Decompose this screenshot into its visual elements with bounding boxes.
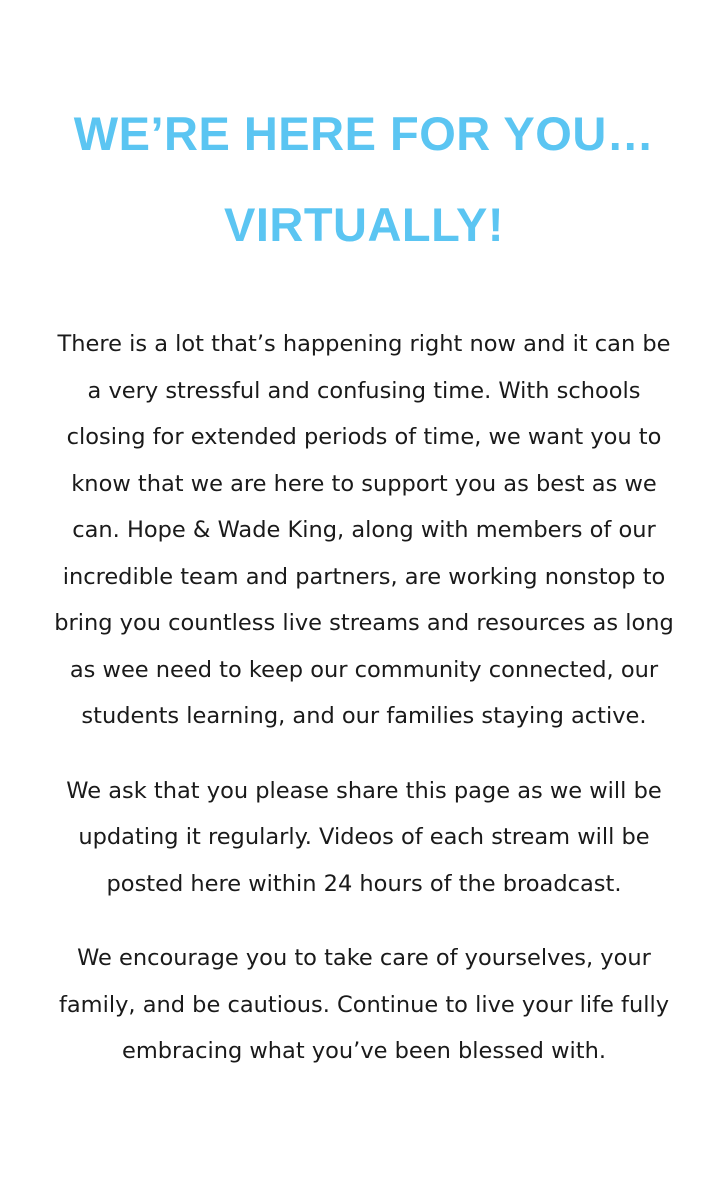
text-line: We ask that you please share this page as we will be xyxy=(66,777,662,804)
text-line: a very stressful and confusing time. With schools xyxy=(87,377,641,404)
text-line: We encourage you to take care of yourselves, your xyxy=(77,945,651,971)
text-line: know that we are here to support you as best as we xyxy=(71,470,657,497)
text-line: embracing what you’ve been blessed with. xyxy=(122,1038,606,1064)
text-line: incredible team and partners, are working nonstop to xyxy=(62,563,666,590)
share-paragraph xyxy=(8,768,720,908)
intro-paragraph xyxy=(8,321,720,740)
text-line: There is a lot that’s happening right now and it can be xyxy=(57,331,671,357)
title-line-1: WE’RE HERE FOR YOU… xyxy=(73,107,655,160)
text-line: closing for extended periods of time, we want you to xyxy=(66,424,662,450)
title-line-2: VIRTUALLY! xyxy=(223,198,505,251)
text-line: can. Hope & Wade King, along with members of our xyxy=(72,517,656,543)
encouragement-paragraph xyxy=(8,935,720,1075)
body-copy xyxy=(0,321,728,1075)
text-line: posted here within 24 hours of the broadcast. xyxy=(106,870,622,897)
text-line: as wee need to keep our community connected, our xyxy=(69,656,659,683)
text-line: students learning, and our families staying active. xyxy=(81,703,647,729)
text-line: bring you countless live streams and resources as long xyxy=(54,610,674,636)
text-line: updating it regularly. Videos of each stream will be xyxy=(78,824,650,850)
page-title xyxy=(0,104,728,255)
text-line: family, and be cautious. Continue to live your life fully xyxy=(58,991,670,1018)
